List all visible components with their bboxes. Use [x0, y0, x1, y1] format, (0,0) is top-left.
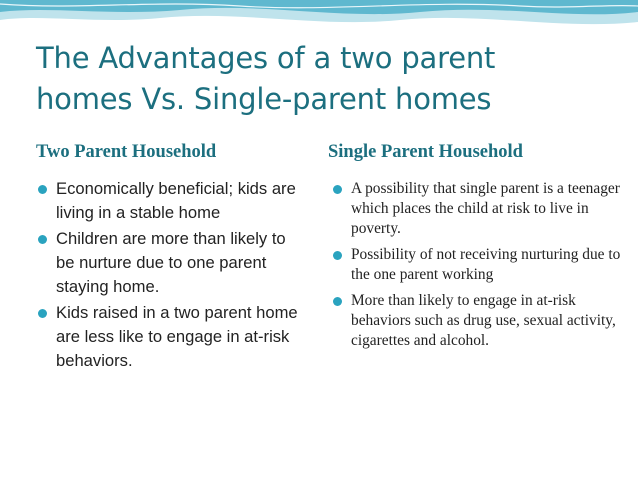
list-item [331, 245, 621, 285]
slide-title-line-2: homes Vs. Single-parent homes [36, 82, 492, 116]
list-item-text: More than likely to engage in at-risk behaviors such as drug use, sexual activity, cigarettes and alcohol. [351, 292, 616, 349]
two-parent-list [36, 177, 306, 375]
list-item-text: A possibility that single parent is a teenager which places the child at risk to live in poverty. [351, 180, 620, 237]
bullet-icon [38, 185, 47, 194]
single-parent-heading: Single Parent Household [328, 142, 523, 162]
two-parent-heading: Two Parent Household [36, 142, 217, 162]
list-item [36, 227, 306, 299]
bullet-icon [333, 297, 342, 306]
bullet-icon [38, 235, 47, 244]
list-item [331, 179, 621, 239]
list-item-text: Economically beneficial; kids are living in a stable home [56, 179, 296, 222]
bullet-icon [38, 309, 47, 318]
list-item [36, 177, 306, 225]
list-item-text: Possibility of not receiving nurturing due to the one parent working [351, 246, 621, 283]
single-parent-list [331, 179, 621, 357]
list-item-text: Children are more than likely to be nurture due to one parent staying home. [56, 229, 286, 296]
list-item [36, 301, 306, 373]
list-item-text: Kids raised in a two parent home are less like to engage in at-risk behaviors. [56, 303, 298, 370]
list-item [331, 291, 621, 351]
bullet-icon [333, 185, 342, 194]
slide-title [36, 38, 626, 120]
header-wave-decoration [0, 0, 638, 32]
slide-title-line-1: The Advantages of a two parent [36, 41, 496, 75]
bullet-icon [333, 251, 342, 260]
